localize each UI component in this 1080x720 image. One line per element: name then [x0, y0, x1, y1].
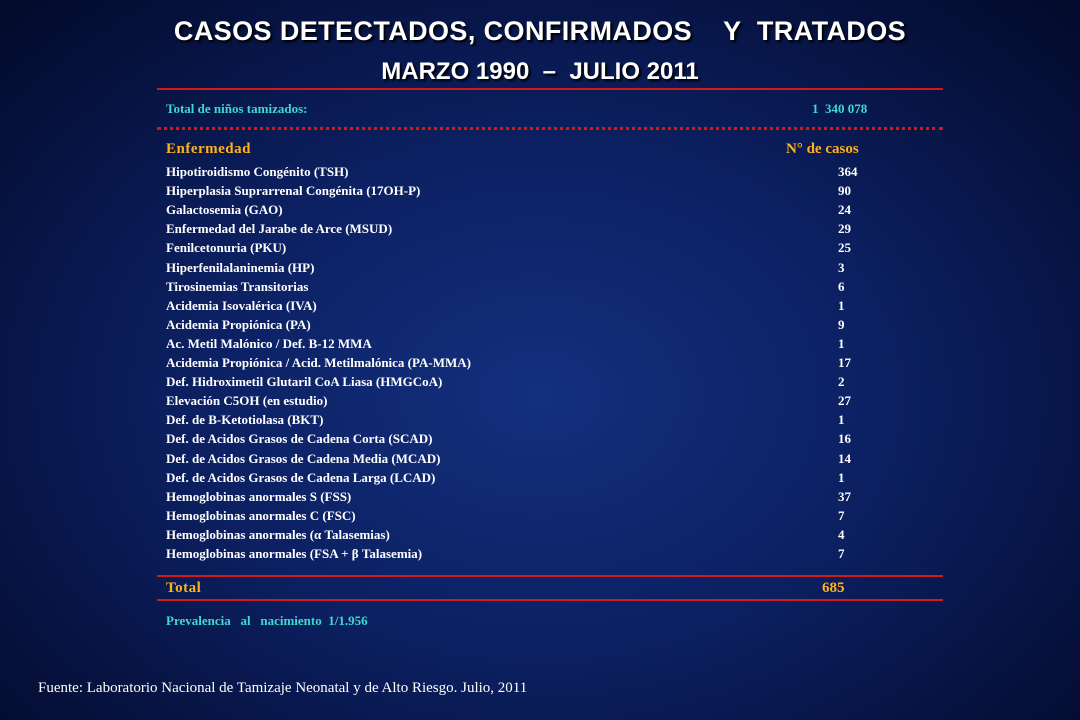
disease-name: Elevación C5OH (en estudio) [166, 393, 328, 409]
disease-name: Hiperfenilalaninemia (HP) [166, 259, 315, 275]
title-divider [157, 88, 943, 90]
table-row [166, 525, 886, 544]
table-row [166, 181, 886, 200]
disease-name: Hiperplasia Suprarrenal Congénita (17OH-P) [166, 183, 421, 199]
case-count: 1 [838, 335, 845, 351]
case-count: 24 [838, 202, 851, 218]
disease-name: Hemoglobinas anormales C (FSC) [166, 507, 356, 523]
dotted-divider [157, 127, 943, 130]
case-count: 3 [838, 259, 845, 275]
table-row [166, 468, 886, 487]
table-row [166, 334, 886, 353]
case-count: 7 [838, 507, 845, 523]
disease-name: Def. Hidroximetil Glutaril CoA Liasa (HMGCoA) [166, 374, 443, 390]
table-row [166, 544, 886, 563]
disease-name: Hipotiroidismo Congénito (TSH) [166, 164, 349, 179]
disease-name: Def. de Acidos Grasos de Cadena Larga (LCAD) [166, 469, 436, 485]
table-row [166, 219, 886, 238]
table-header-disease: Enfermedad [166, 141, 251, 157]
disease-name: Tirosinemias Transitorias [166, 278, 309, 294]
case-count: 37 [838, 488, 851, 504]
case-count: 90 [838, 183, 851, 199]
table-row [166, 353, 886, 372]
total-divider-top [157, 575, 943, 577]
table-row [166, 410, 886, 429]
disease-name: Fenilcetonuria (PKU) [166, 240, 287, 256]
disease-name: Acidemia Propiónica (PA) [166, 316, 311, 332]
disease-name: Galactosemia (GAO) [166, 202, 283, 218]
table-row [166, 258, 886, 277]
total-label: Total [166, 580, 202, 596]
table-row [166, 238, 886, 257]
screened-label: Total de niños tamizados: [166, 101, 308, 116]
case-count: 25 [838, 240, 851, 256]
case-count: 17 [838, 355, 851, 370]
page-subtitle: MARZO 1990 – JULIO 2011 [381, 58, 699, 85]
disease-name: Acidemia Propiónica / Acid. Metilmalónica (PA-MMA) [166, 355, 471, 370]
total-divider-bottom [157, 599, 943, 601]
case-count: 14 [838, 450, 851, 466]
case-count: 6 [838, 278, 845, 294]
table-row [166, 429, 886, 448]
table-row [166, 372, 886, 391]
table-row [166, 277, 886, 296]
table-header-cases: N° de casos [786, 141, 859, 157]
disease-name: Def. de B-Ketotiolasa (BKT) [166, 412, 324, 428]
table-row [166, 315, 886, 334]
table-row [166, 296, 886, 315]
table-row [166, 506, 886, 525]
case-count: 29 [838, 221, 851, 237]
case-count: 16 [838, 431, 851, 447]
disease-name: Acidemia Isovalérica (IVA) [166, 297, 317, 313]
table-row [166, 449, 886, 468]
page-title: CASOS DETECTADOS, CONFIRMADOS Y TRATADOS [173, 16, 907, 46]
case-count: 364 [838, 164, 858, 179]
case-count: 4 [838, 526, 845, 542]
screened-value: 1 340 078 [812, 101, 868, 116]
disease-name: Ac. Metil Malónico / Def. B-12 MMA [166, 335, 372, 351]
disease-name: Hemoglobinas anormales (α Talasemias) [166, 526, 390, 542]
table-row [166, 200, 886, 219]
prevalence-text: Prevalencia al nacimiento 1/1.956 [166, 613, 368, 628]
source-note: Fuente: Laboratorio Nacional de Tamizaje Neonatal y de Alto Riesgo. Julio, 2011 [38, 680, 528, 696]
case-count: 1 [838, 412, 845, 428]
case-count: 27 [838, 393, 851, 409]
case-count: 9 [838, 316, 845, 332]
disease-name: Enfermedad del Jarabe de Arce (MSUD) [166, 221, 393, 237]
case-count: 2 [838, 374, 845, 390]
total-value: 685 [822, 580, 845, 596]
disease-name: Def. de Acidos Grasos de Cadena Media (MCAD) [166, 450, 441, 466]
table-row [166, 162, 886, 181]
table-row [166, 487, 886, 506]
disease-name: Def. de Acidos Grasos de Cadena Corta (SCAD) [166, 431, 433, 447]
case-count: 7 [838, 546, 845, 561]
disease-name: Hemoglobinas anormales S (FSS) [166, 488, 352, 504]
table-row [166, 391, 886, 410]
disease-name: Hemoglobinas anormales (FSA + β Talasemia) [166, 546, 423, 561]
case-count: 1 [838, 297, 845, 313]
case-count: 1 [838, 469, 845, 485]
